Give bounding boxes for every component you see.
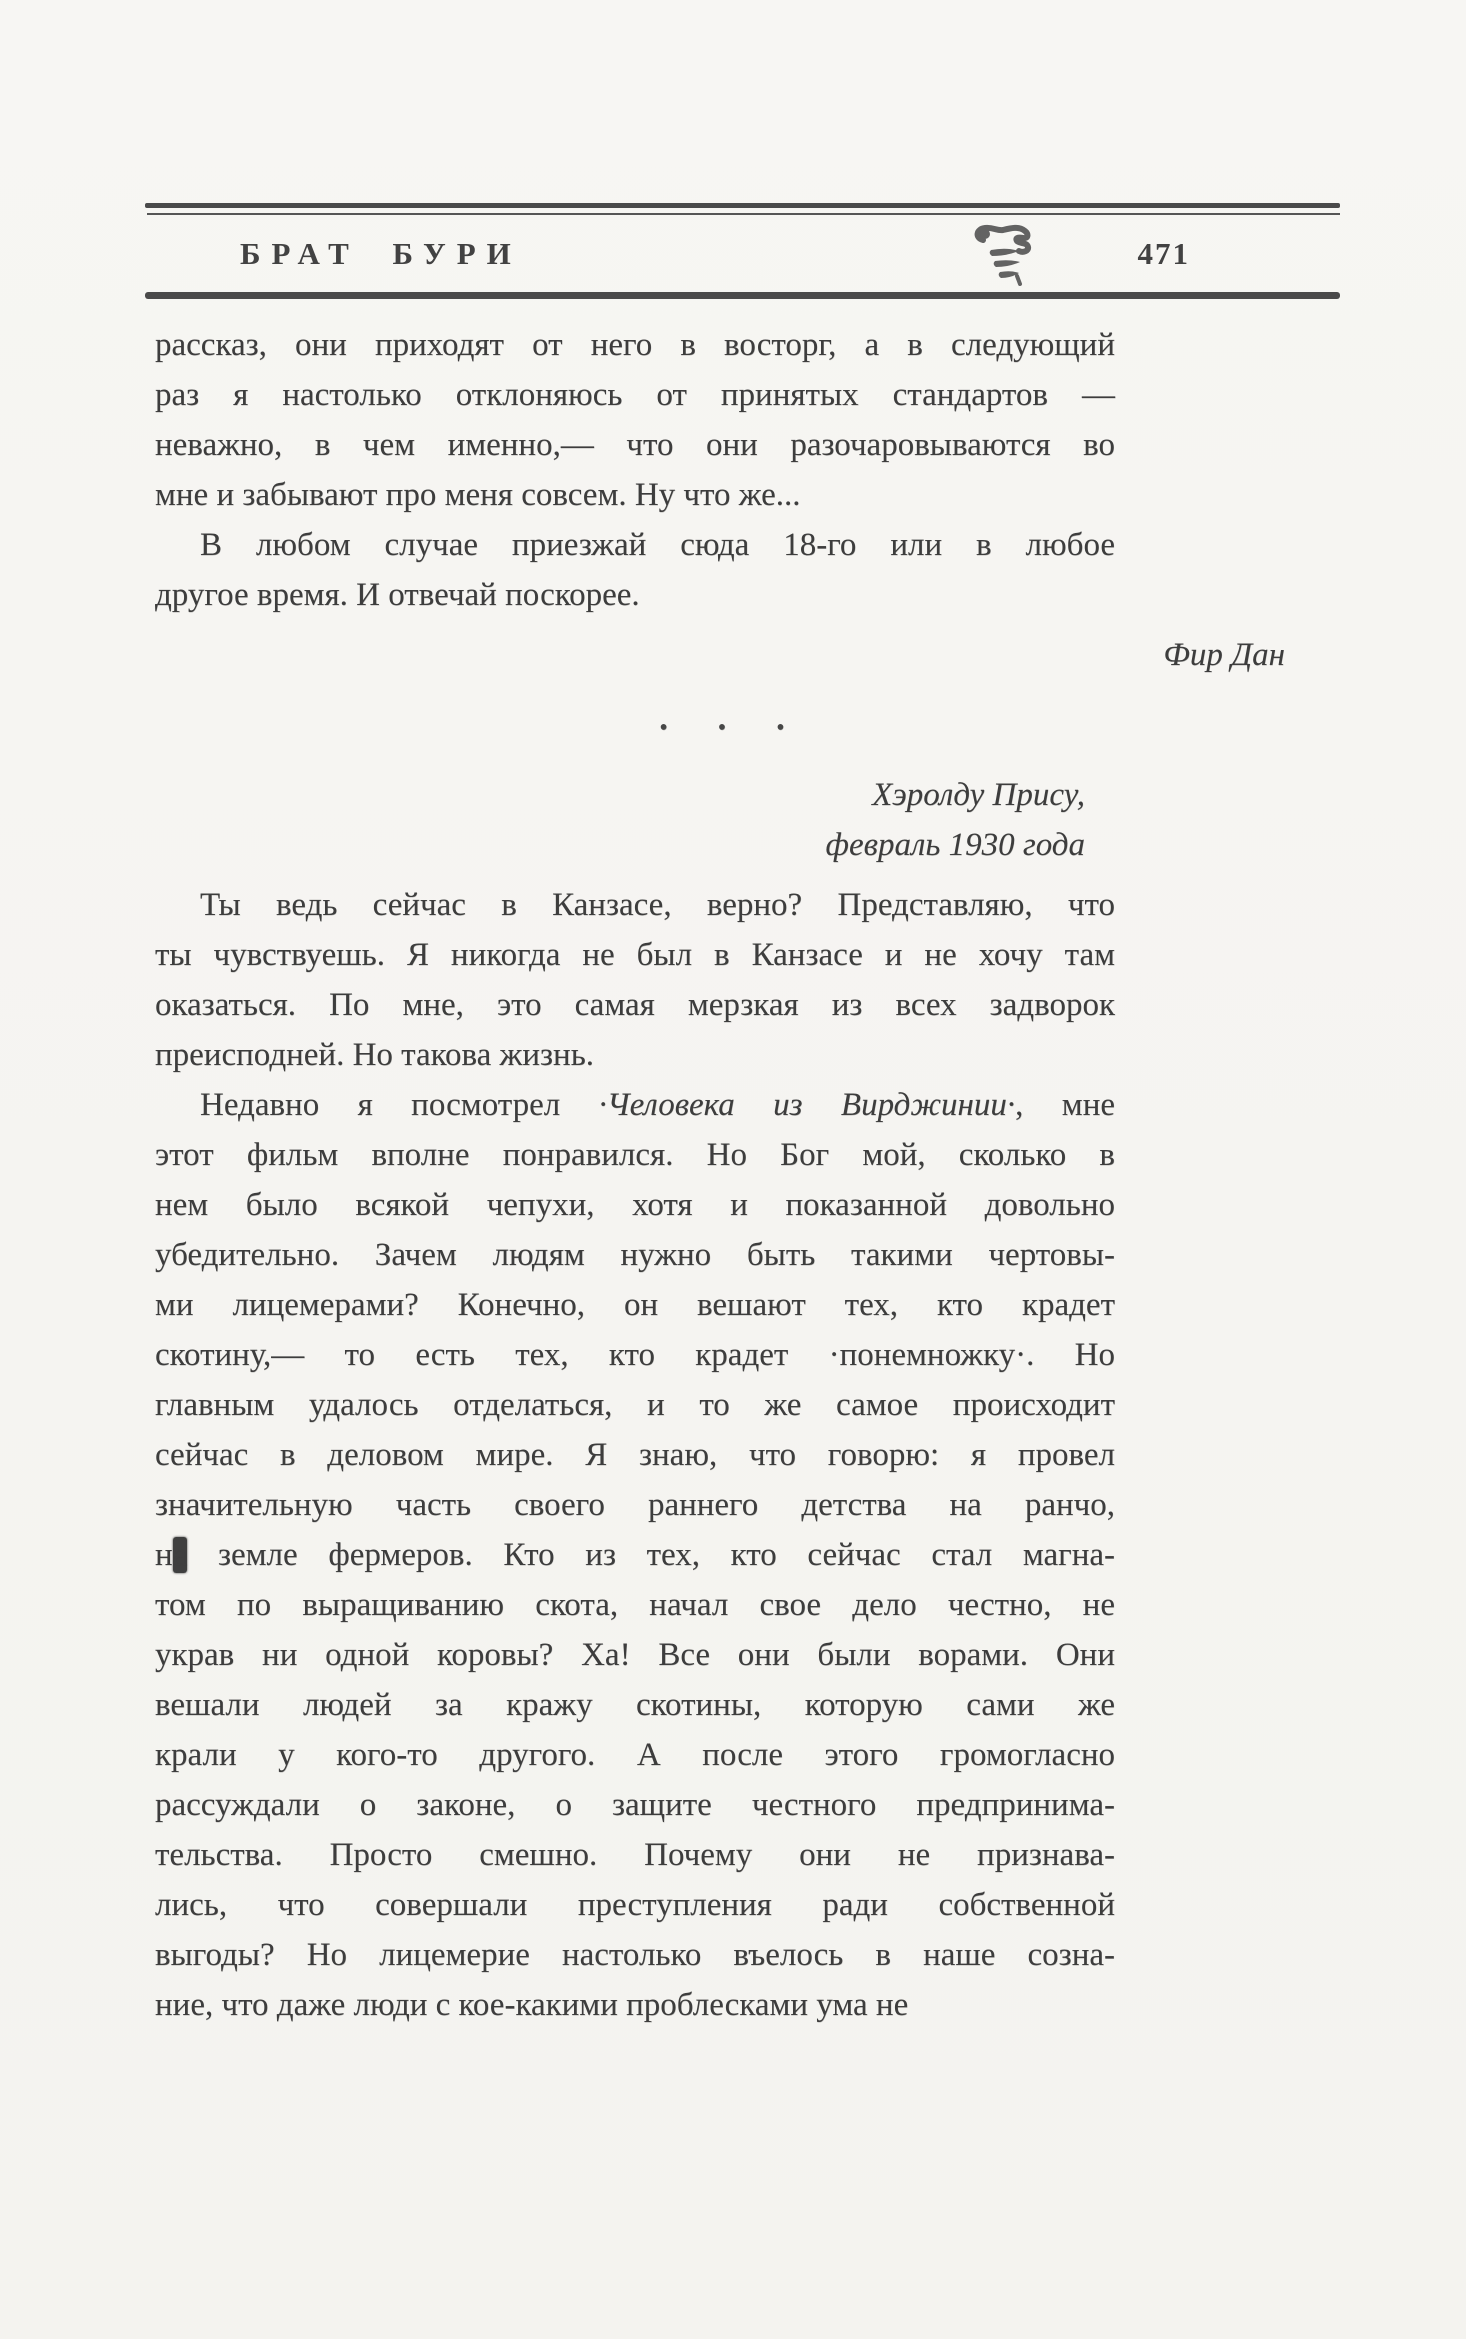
text-segment: нем было всякой чепухи, хотя и показанной довольно [155, 1187, 1115, 1223]
text-line [155, 570, 1115, 620]
text-segment: лись, что совершали преступления ради собственной [155, 1887, 1115, 1923]
page-content [155, 320, 1285, 2030]
text-segment: Ты ведь сейчас в Канзасе, верно? Представляю, что [200, 887, 1115, 923]
text-line [155, 420, 1115, 470]
page-header [145, 218, 1340, 290]
paragraph [155, 320, 1115, 520]
longhorn-ornament-icon [973, 222, 1033, 286]
text-line [155, 1830, 1115, 1880]
paragraph [155, 1080, 1115, 2030]
text-line [155, 1080, 1115, 1130]
text-line [155, 1130, 1115, 1180]
text-line [155, 520, 1115, 570]
text-segment: ты чувствуешь. Я никогда не был в Канзасе и не хочу там [155, 937, 1115, 973]
text-segment: вешали людей за кражу скотины, которую сами же [155, 1687, 1115, 1723]
address-line: февраль 1930 года [825, 827, 1085, 863]
text-segment: главным удалось отделаться, и то же самое происходит [155, 1387, 1115, 1423]
text-line [155, 1280, 1115, 1330]
header-rule-top-thin [147, 213, 1340, 215]
text-segment: ми лицемерами? Конечно, он вешают тех, кто крадет [155, 1287, 1115, 1323]
text-segment: ние, что даже люди с кое-какими проблесками ума не [155, 1987, 909, 2023]
text-line [155, 1880, 1115, 1930]
text-segment: оказаться. По мне, это самая мерзкая из всех задворок [155, 987, 1115, 1023]
text-line [155, 1580, 1115, 1630]
text-line [155, 370, 1115, 420]
text-segment: значительную часть своего раннего детства на ранчо, [155, 1487, 1115, 1523]
text-line [155, 320, 1115, 370]
letter-address [155, 770, 1115, 870]
header-rule-top-thick [145, 203, 1340, 208]
header-rule-bottom [145, 292, 1340, 299]
text-line [155, 1530, 1115, 1580]
letter-signature: Фир Дан [1163, 637, 1285, 673]
text-segment: земле фермеров. Кто из тех, кто сейчас стал магна- [187, 1537, 1115, 1573]
running-title: БРАТ БУРИ [240, 236, 522, 271]
text-segment: Недавно я посмотрел [200, 1087, 599, 1123]
text-segment: украв ни одной коровы? Ха! Все они были ворами. Они [155, 1637, 1115, 1673]
paragraph [155, 520, 1115, 620]
text-segment: преисподней. Но такова жизнь. [155, 1037, 594, 1073]
ink-smudge: а [172, 1537, 188, 1573]
page-number: 471 [1137, 236, 1190, 271]
text-segment: сейчас в деловом мире. Я знаю, что говорю: я провел [155, 1437, 1115, 1473]
text-segment: рассказ, они приходят от него в восторг, а в следующий [155, 327, 1115, 363]
address-line: Хэролду Прису, [872, 777, 1085, 813]
text-line [155, 470, 1115, 520]
text-segment: мне и забывают про меня совсем. Ну что же... [155, 477, 801, 513]
text-segment: этот фильм вполне понравился. Но Бог мой, сколько в [155, 1137, 1115, 1173]
text-line [155, 980, 1115, 1030]
text-segment: другое время. И отвечай поскорее. [155, 577, 640, 613]
text-segment: раз я настолько отклоняюсь от принятых стандартов — [155, 377, 1115, 413]
text-segment: скотину,— то есть тех, кто крадет ·понемножку·. Но [155, 1337, 1115, 1373]
text-segment: убедительно. Зачем людям нужно быть такими чертовы- [155, 1237, 1115, 1273]
text-segment: выгоды? Но лицемерие настолько въелось в наше созна- [155, 1937, 1115, 1973]
text-line [155, 880, 1115, 930]
text-segment: рассуждали о законе, о защите честного предпринима- [155, 1787, 1115, 1823]
text-line [155, 930, 1115, 980]
paragraph [155, 880, 1115, 1080]
text-line [155, 1030, 1115, 1080]
header-right-group [973, 222, 1191, 286]
text-line [155, 1980, 1115, 2030]
text-line [155, 1380, 1115, 1430]
text-segment: , мне [1015, 1087, 1115, 1123]
text-segment: крали у кого-то другого. А после этого громогласно [155, 1737, 1115, 1773]
text-line [155, 1230, 1115, 1280]
text-line [155, 1930, 1115, 1980]
text-segment: неважно, в чем именно,— что они разочаровываются во [155, 427, 1115, 463]
text-line [155, 1730, 1115, 1780]
text-line [155, 1180, 1115, 1230]
text-line [155, 1330, 1115, 1380]
text-line [155, 1480, 1115, 1530]
film-title: ·Человека из Вирджинии· [598, 1087, 1016, 1123]
text-segment: тельства. Просто смешно. Почему они не признава- [155, 1837, 1115, 1873]
text-line [155, 1430, 1115, 1480]
text-line [155, 1680, 1115, 1730]
text-line [155, 1780, 1115, 1830]
text-segment: В любом случае приезжай сюда 18-го или в любое [200, 527, 1115, 563]
text-line [155, 1630, 1115, 1680]
text-segment: н [155, 1537, 173, 1573]
section-separator: • • • [659, 715, 807, 741]
text-segment: том по выращиванию скота, начал свое дело честно, не [155, 1587, 1115, 1623]
